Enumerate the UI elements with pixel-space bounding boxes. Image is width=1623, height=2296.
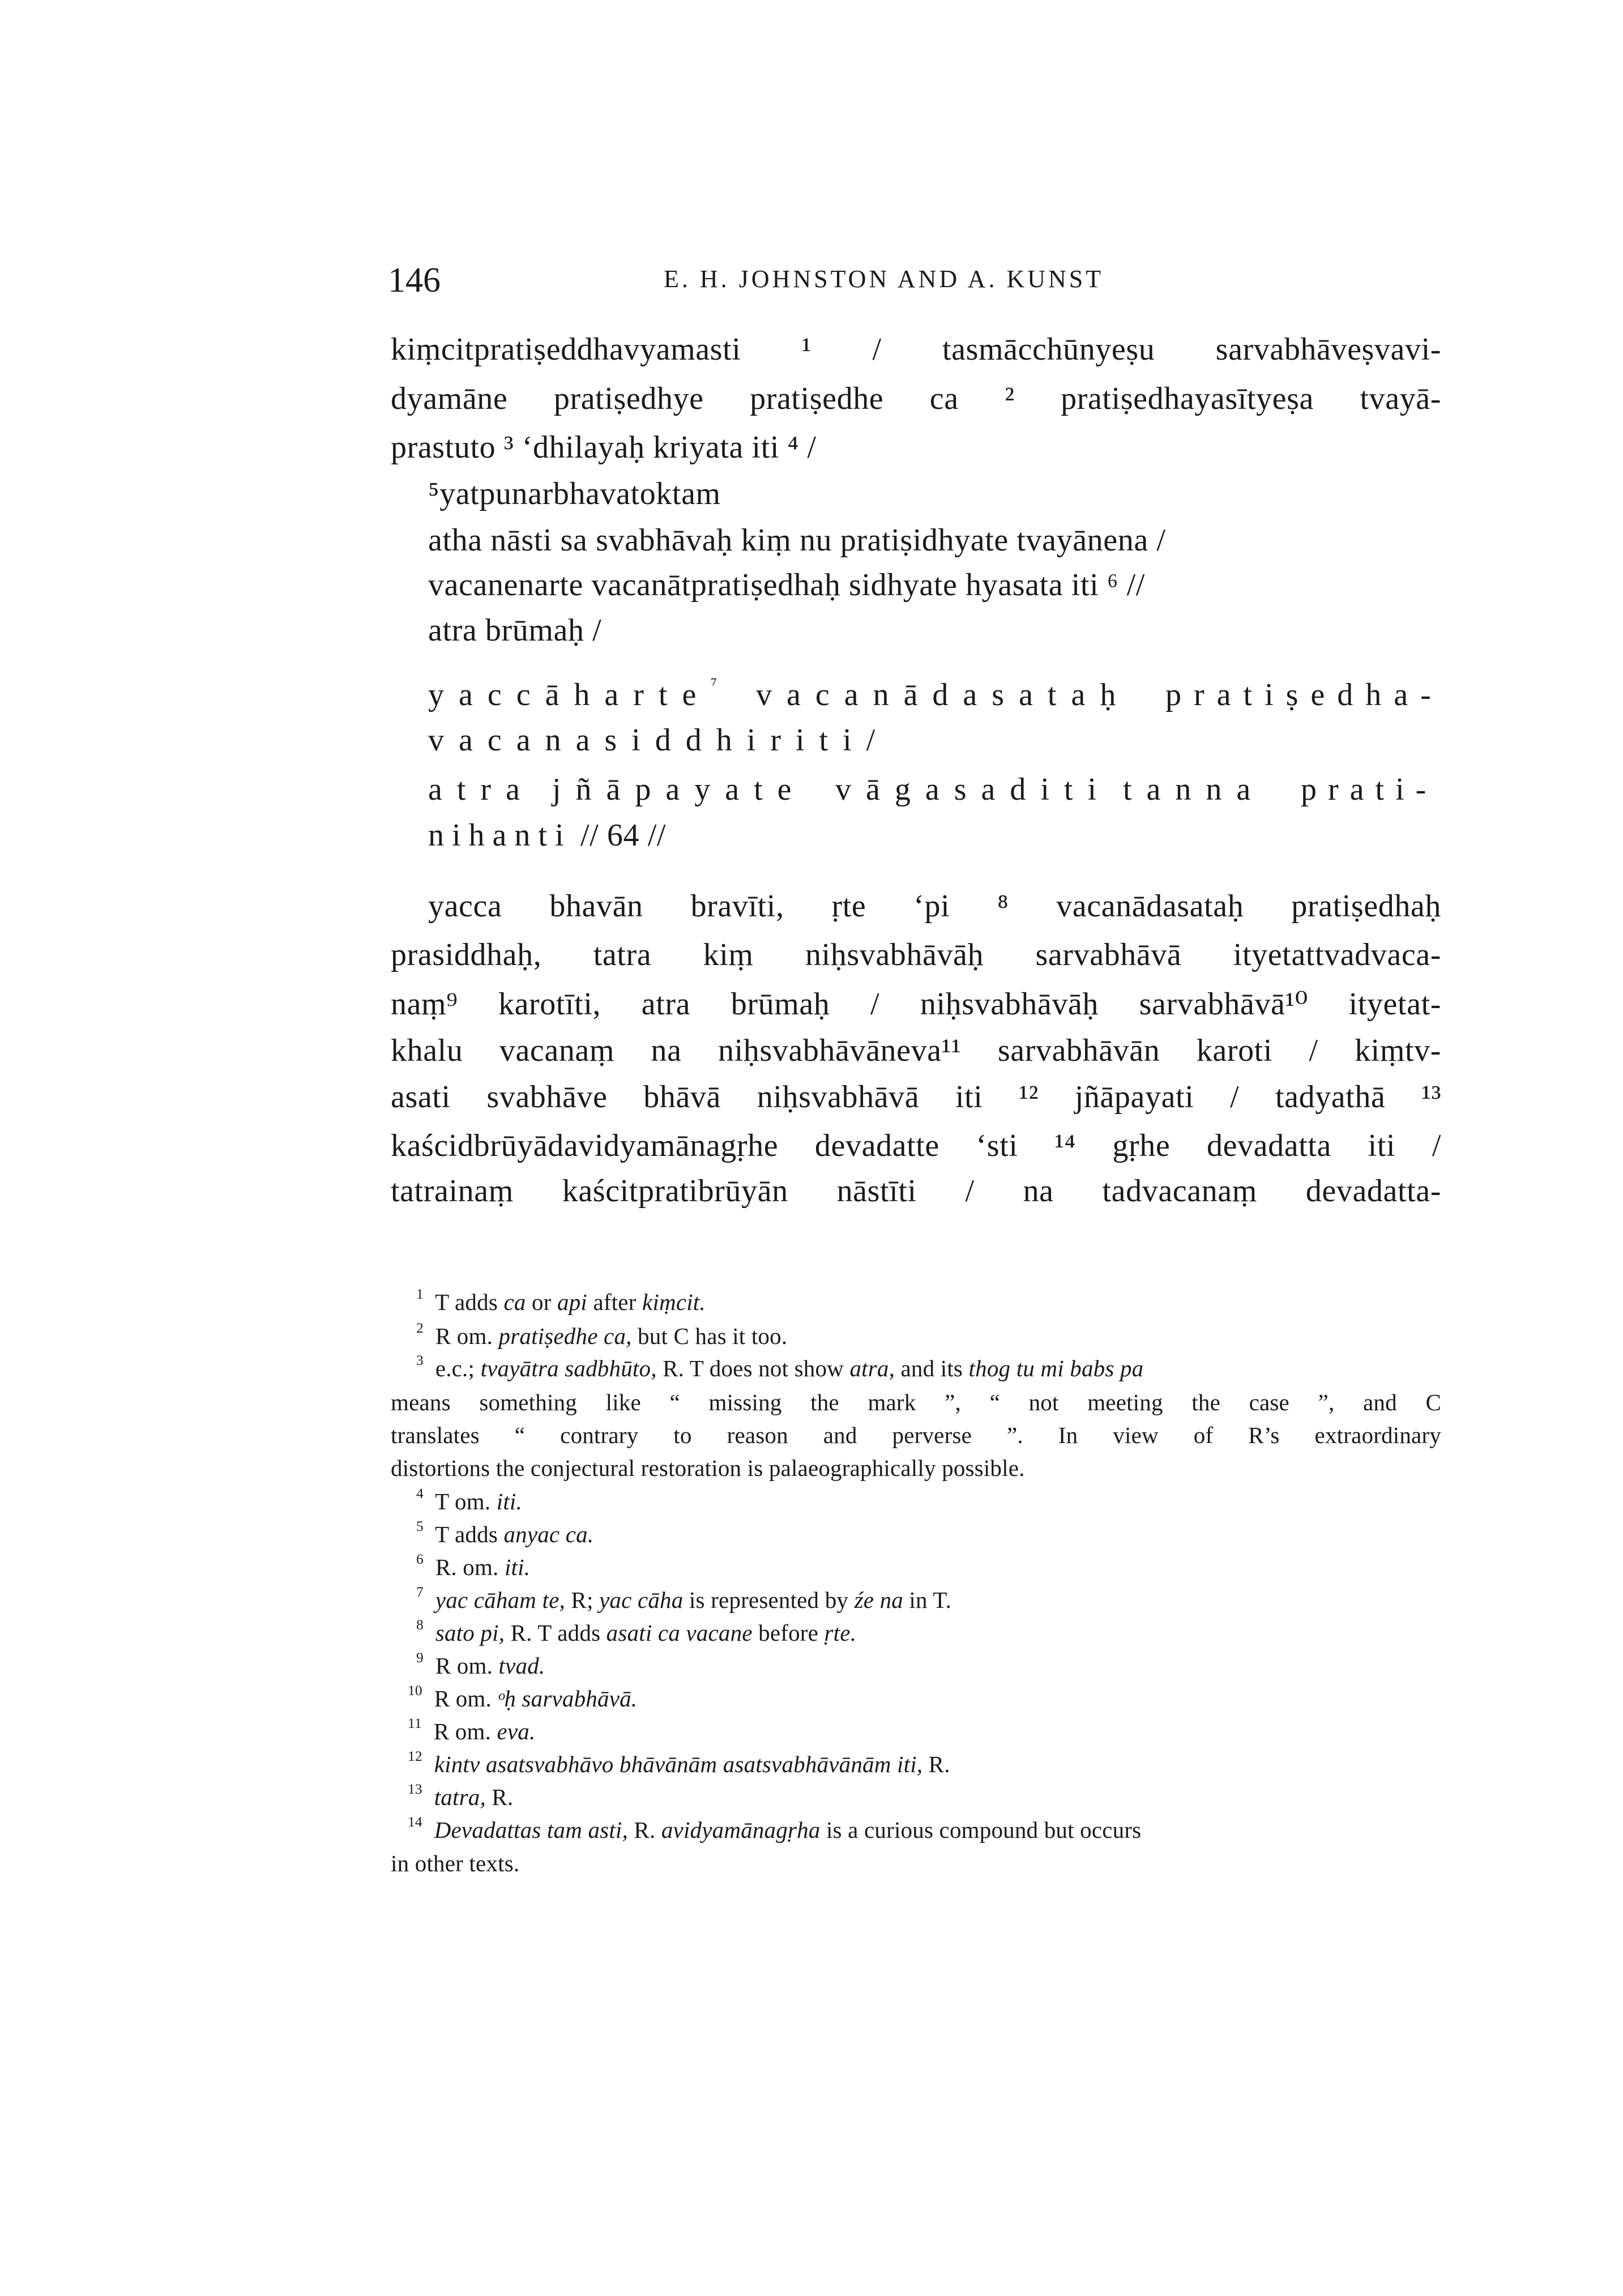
footnote-text: R; [565, 1587, 600, 1613]
footnote-text: R om. [435, 1653, 499, 1679]
footnote-number: 12 [408, 1748, 422, 1765]
body-line: khalu vacanaṃ na niḥsvabhāvāneva¹¹ sarvabhāvān karoti / kiṃtv- [391, 1033, 1441, 1068]
footnote-text: T adds [435, 1289, 504, 1315]
footnote-term: anyac ca. [503, 1521, 594, 1547]
footnote-term: api [557, 1289, 588, 1315]
verse-word: prati- [1301, 772, 1438, 807]
footnote-term: atra, [849, 1355, 895, 1381]
verse-word: vāgasaditi [835, 772, 1112, 807]
footnote-term: iti. [496, 1488, 522, 1514]
body-line: prasiddhaḥ, tatra kiṃ niḥsvabhāvāḥ sarvabhāvā ityetattvadvaca- [391, 937, 1441, 972]
footnote-12 [408, 1748, 950, 1778]
footnote-number: 7 [416, 1584, 424, 1601]
footnote-text: e.c.; [435, 1355, 481, 1381]
verse-word: atra [428, 772, 535, 807]
verse-number: // 64 // [580, 818, 667, 853]
footnote-4 [416, 1488, 522, 1515]
footnote-text: is a curious compound but occurs [820, 1817, 1142, 1843]
footnote-number: 10 [408, 1683, 422, 1699]
footnote-number: 4 [416, 1486, 424, 1502]
footnote-term: asati ca vacane [606, 1620, 753, 1646]
footnote-number: 14 [408, 1814, 422, 1830]
footnote-text: R. [485, 1784, 514, 1810]
footnote-3 [416, 1352, 1441, 1382]
footnote-term: yac cāham te, [435, 1587, 565, 1613]
footnote-number: 5 [416, 1518, 424, 1535]
verse-word: nihanti [428, 818, 572, 853]
footnote-number: 6 [416, 1551, 424, 1568]
footnote-text: T adds [435, 1521, 504, 1547]
body-line: asati svabhāve bhāvā niḥsvabhāvā iti ¹² jñāpayati / tadyathā ¹³ [391, 1079, 1441, 1115]
footnote-number: 1 [416, 1286, 424, 1303]
footnote-2 [416, 1322, 787, 1350]
footnote-text: R om. [435, 1323, 499, 1349]
footnote-number: 2 [416, 1320, 424, 1337]
footnote-term: avidyamānagṛha [661, 1817, 821, 1843]
body-line: dyamāne pratiṣedhye pratiṣedhe ca ² pratiṣedhayasītyeṣa tvayā- [391, 381, 1441, 416]
footnote-number: 11 [408, 1715, 422, 1732]
footnote-7 [416, 1586, 951, 1614]
footnote-text: R. [627, 1817, 661, 1843]
footnote-number: 3 [416, 1352, 424, 1369]
footnote-term: eva. [497, 1718, 536, 1744]
verse-footnote-ref: ⁷ [711, 674, 717, 694]
footnote-term: ca [503, 1289, 526, 1315]
quote-line: atha nāsti sa svabhāvaḥ kiṃ nu pratiṣidhyate tvayānena / [428, 523, 1166, 558]
body-line: yacca bhavān bravīti, ṛte ‘pi ⁸ vacanādasataḥ pratiṣedhaḥ [428, 889, 1441, 924]
footnote-text: R om. [433, 1718, 497, 1744]
footnote-term: źe na [854, 1587, 903, 1613]
footnote-11 [408, 1715, 536, 1745]
footnote-text: R om. [434, 1685, 498, 1712]
verse-word: vacanasiddhiriti/ [428, 723, 890, 758]
footnote-text: R. T does not show [656, 1355, 850, 1381]
footnote-number: 9 [416, 1650, 424, 1666]
footnote-line: in other texts. [391, 1850, 520, 1876]
verse-word: jñāpayate [552, 772, 806, 807]
footnote-term: tvad. [498, 1653, 545, 1679]
running-head: E. H. JOHNSTON AND A. KUNST [664, 265, 1104, 293]
footnote-term: kiṃcit. [642, 1289, 706, 1315]
body-line: naṃ⁹ karotīti, atra brūmaḥ / niḥsvabhāvāḥ sarvabhāvā¹⁰ ityetat- [391, 987, 1441, 1022]
verse-word: pratiṣedha- [1165, 677, 1443, 712]
footnote-term: tvayātra sadbhūto, [480, 1355, 657, 1381]
body-line: kiṃcitpratiṣeddhavyamasti ¹ / tasmācchūnyeṣu sarvabhāveṣvavi- [391, 332, 1441, 367]
footnote-8 [416, 1619, 856, 1646]
footnote-10 [408, 1685, 637, 1712]
footnote-text: R. om. [435, 1554, 505, 1580]
footnote-13 [408, 1783, 513, 1811]
footnote-text: after [587, 1289, 643, 1315]
footnote-text: T om. [435, 1488, 497, 1514]
footnote-term: yac cāha [599, 1587, 684, 1613]
footnote-6 [416, 1551, 531, 1581]
footnote-term: ṛte. [824, 1620, 857, 1646]
footnote-text: is represented by [683, 1587, 855, 1613]
body-line: tatrainaṃ kaścitpratibrūyān nāstīti / na tadvacanaṃ devadatta- [391, 1173, 1441, 1209]
body-line: kaścidbrūyādavidyamānagṛhe devadatte ‘sti ¹⁴ gṛhe devadatta iti / [391, 1128, 1441, 1163]
page-number: 146 [388, 261, 441, 300]
footnote-text: R. T adds [505, 1620, 607, 1646]
footnote-14 [408, 1816, 1441, 1843]
footnote-text: before [752, 1620, 825, 1646]
footnote-line: means something like “ missing the mark ”, “ not meeting the case ”, and C [391, 1389, 1441, 1415]
footnote-line: distortions the conjectural restoration is palaeographically possible. [391, 1455, 1025, 1481]
footnote-term: thog tu mi babs pa [968, 1355, 1144, 1381]
footnote-text: or [526, 1289, 558, 1315]
footnote-term: iti. [504, 1554, 531, 1580]
footnote-text: R. [922, 1751, 950, 1777]
verse-word: vacanādasataḥ [756, 677, 1131, 712]
footnote-text: in T. [903, 1587, 952, 1613]
verse-word: yaccāharte [428, 677, 711, 712]
footnote-term: tatra, [434, 1784, 486, 1810]
footnote-term: Devadattas tam asti, [434, 1817, 628, 1843]
footnote-line: translates “ contrary to reason and perverse ”. In view of R’s extraordinary [391, 1422, 1441, 1448]
footnote-term: kintv asatsvabhāvo bhāvānām asatsvabhāvānām iti, [434, 1751, 923, 1777]
body-line: prastuto ³ ‘dhilayaḥ kriyata iti ⁴ / [391, 430, 817, 465]
footnote-term: sato pi, [435, 1620, 505, 1646]
footnote-number: 8 [416, 1617, 424, 1633]
footnote-text: and its [895, 1355, 969, 1381]
verse-word: tanna [1123, 772, 1266, 807]
footnote-9 [416, 1652, 545, 1679]
footnote-1 [416, 1288, 706, 1316]
footnote-5 [416, 1518, 594, 1548]
footnote-number: 13 [408, 1781, 422, 1798]
footnote-term: ᵒḥ sarvabhāvā. [497, 1685, 638, 1712]
quote-line: ⁵yatpunarbhavatoktam [428, 476, 721, 511]
footnote-text: but C has it too. [631, 1323, 788, 1349]
quote-line: atra brūmaḥ / [428, 613, 602, 648]
quote-line: vacanenarte vacanātpratiṣedhaḥ sidhyate hyasata iti ⁶ // [428, 567, 1145, 603]
footnote-term: pratiṣedhe ca, [498, 1323, 632, 1349]
